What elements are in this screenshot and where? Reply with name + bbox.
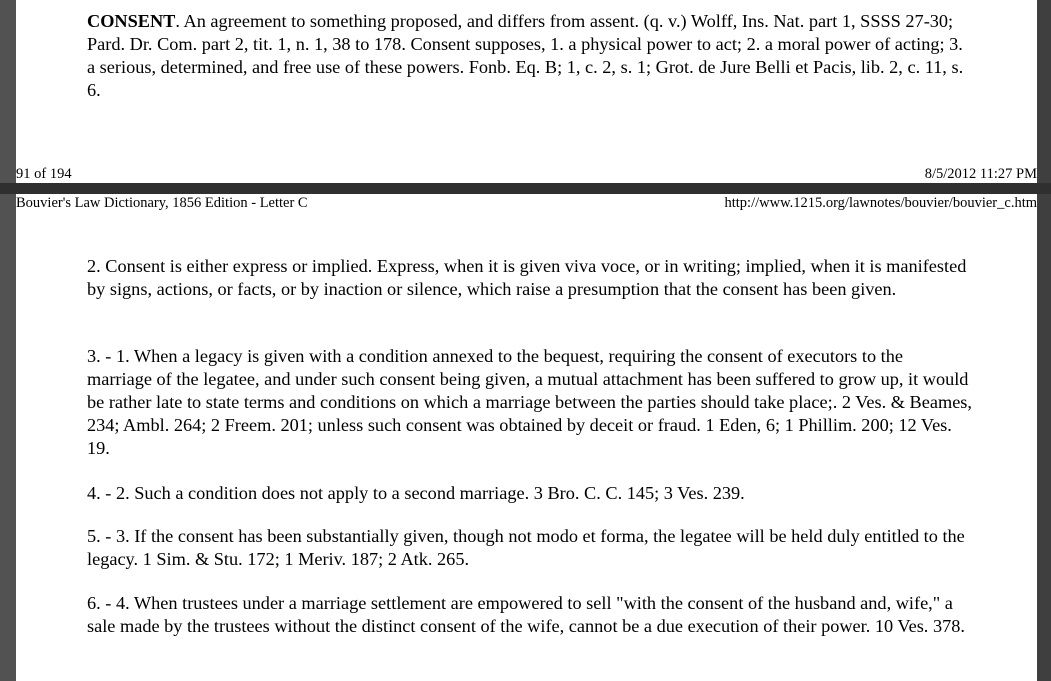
page-shadow — [1037, 194, 1051, 681]
page-header-title: Bouvier's Law Dictionary, 1856 Edition - Letter C — [16, 195, 308, 211]
page-footer-number: 91 of 194 — [16, 166, 72, 182]
paragraph: 4. - 2. Such a condition does not apply to a second marriage. 3 Bro. C. C. 145; 3 Ves. 239. — [87, 483, 745, 503]
entry-text: . An agreement to something proposed, and differs from assent. (q. v.) Wolff, Ins. Nat. part 1, SSSS 27-30; Pard. Dr. Com. part 2, tit. 1, n. 1, 38 to 178. Consent supposes, 1. a physical power to act; 2. a moral power of acting; 3. a serious, determined, and free use of these powers. Fonb. Eq. B; 1, c. 2, s. 1; Grot. de Jure Belli et Pacis, lib. 2, c. 11, s. 6. — [87, 11, 964, 100]
page-footer-datetime: 8/5/2012 11:27 PM — [924, 166, 1037, 182]
paragraph: 6. - 4. When trustees under a marriage settlement are empowered to sell "with the consent of the husband and, wife," a sale made by the trustees without the distinct consent of the wife, cannot be a due execution of their power. 10 Ves. 378. — [87, 593, 965, 636]
entry-term: CONSENT — [87, 11, 176, 31]
document-page-92 — [16, 194, 1037, 681]
document-page-91 — [16, 0, 1037, 183]
page-divider — [0, 183, 1051, 194]
paragraph: 3. - 1. When a legacy is given with a condition annexed to the bequest, requiring the consent of executors to the marriage of the legatee, and under such consent being given, a mutual attachment has been suffered to grow up, it would be rather late to state terms and conditions on which a marriage between the parties should take place;. 2 Ves. & Beames, 234; Ambl. 264; 2 Freem. 201; unless such consent was obtained by deceit or fraud. 1 Eden, 6; 1 Phillim. 200; 12 Ves. 19. — [87, 346, 972, 458]
paragraph: 5. - 3. If the consent has been substantially given, though not modo et forma, the legatee will be held duly entitled to the legacy. 1 Sim. & Stu. 172; 1 Meriv. 187; 2 Atk. 265. — [87, 526, 965, 569]
paragraph: 2. Consent is either express or implied. Express, when it is given viva voce, or in writing; implied, when it is manifested by signs, actions, or facts, or by inaction or silence, which raise a presumption that the consent has been given. — [87, 256, 967, 299]
page-header-url[interactable]: http://www.1215.org/lawnotes/bouvier/bouvier_c.htm — [724, 195, 1037, 211]
entry-paragraph — [87, 10, 972, 102]
page-shadow — [1037, 0, 1051, 183]
